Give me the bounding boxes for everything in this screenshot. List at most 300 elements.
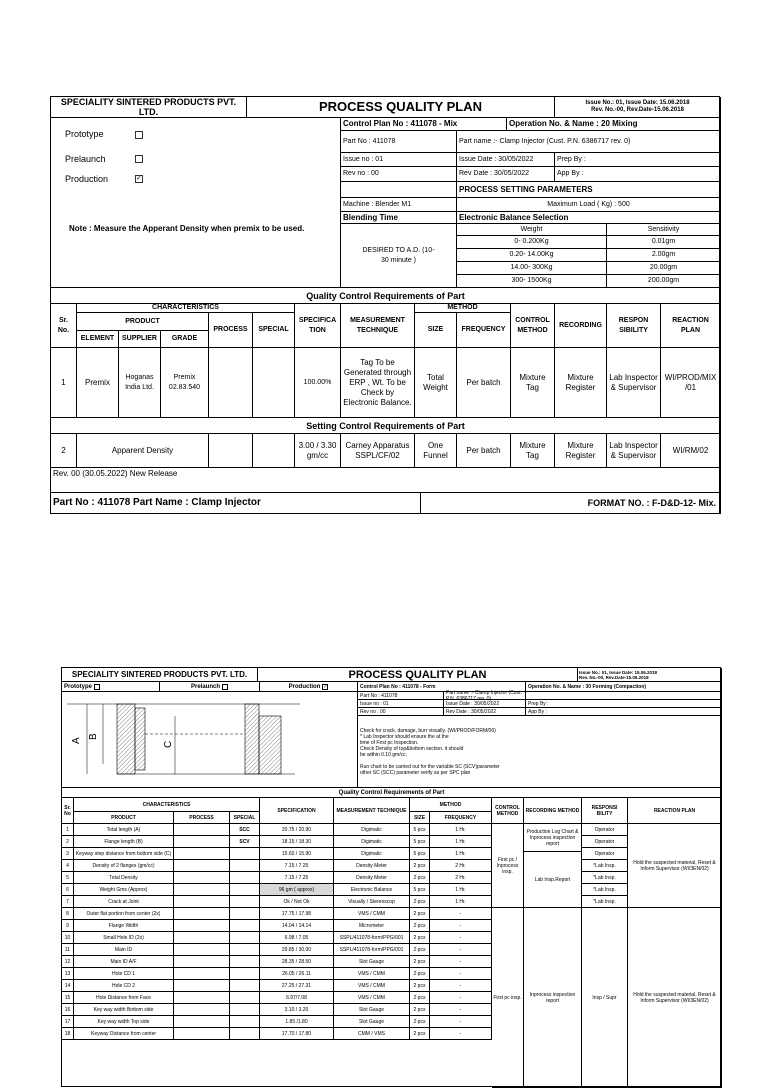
table-cell-product: Keyway step distance from bottom side (C) xyxy=(74,848,174,860)
table-cell-process xyxy=(174,1004,230,1016)
table-cell-product: Weight Gms (Approx) xyxy=(74,884,174,896)
table-cell-freq: 2 Hr. xyxy=(430,860,492,872)
table-cell-process xyxy=(174,848,230,860)
apparent-density-note: Note : Measure the Apperant Density when premix to be used. xyxy=(69,224,305,233)
weight-header: Weight xyxy=(457,224,607,236)
table-cell-freq: 1 Hr. xyxy=(430,848,492,860)
table-cell-freq: - xyxy=(430,956,492,968)
table-cell-spec: 96 gm ( approx) xyxy=(260,884,334,896)
row2-spec: 3.00 / 3.30 gm/cc xyxy=(295,434,341,468)
table-cell-product: Hole CD 1 xyxy=(74,968,174,980)
issue-line2: Rev. No.-00, Rev.Date-15.06.2018 xyxy=(591,107,684,113)
part-no: Part No : 411078 xyxy=(358,692,444,700)
table-cell-special xyxy=(230,992,260,1004)
table-cell-product: Density of 2 flanges (gm/cc) xyxy=(74,860,174,872)
table-cell-size: 2 pcs xyxy=(410,860,430,872)
table-cell-size: 5 pcs xyxy=(410,848,430,860)
row1-frequency: Per batch xyxy=(457,348,511,418)
issue-no: Issue no : 01 xyxy=(341,153,457,167)
table-cell-freq: - xyxy=(430,920,492,932)
note-line: Run chart to be carried out for the variable SC (SCV)parameter xyxy=(360,763,500,770)
table-cell-freq: - xyxy=(430,968,492,980)
row1-special xyxy=(253,348,295,418)
table-cell-process xyxy=(174,956,230,968)
table-cell-meas: Micrometer xyxy=(334,920,410,932)
table-cell-product: Key way width Top side xyxy=(74,1016,174,1028)
table-cell-freq: 1 Hr. xyxy=(430,896,492,908)
table-cell-sr: 12 xyxy=(62,956,74,968)
col-element: ELEMENT xyxy=(77,331,119,348)
table-cell-spec: 27.25 / 27.31 xyxy=(260,980,334,992)
control-plan-no: Control Plan No : 411078 - Mix xyxy=(341,118,507,131)
issue-date: Issue Date : 30/05/2022 xyxy=(444,700,526,708)
table-cell-process xyxy=(174,992,230,1004)
table-cell-spec: 14.04 / 14.14 xyxy=(260,920,334,932)
table-cell-meas: Digimatic xyxy=(334,848,410,860)
table-cell-process xyxy=(174,1016,230,1028)
sensitivity-value: 200.00gm xyxy=(607,275,721,288)
table-cell-size: 2 pcs xyxy=(410,932,430,944)
table-cell-size: 2 pcs xyxy=(410,1004,430,1016)
table-cell-size: 2 pcs xyxy=(410,920,430,932)
col-specification: SPECIFICA TION xyxy=(295,304,341,348)
table-cell-responsibility: *Lab Insp. xyxy=(582,860,628,872)
prelaunch-label xyxy=(160,682,260,692)
sensitivity-value: 20.00gm xyxy=(607,262,721,275)
table-cell-special xyxy=(230,908,260,920)
table-cell-sr: 1 xyxy=(62,824,74,836)
table-cell-special xyxy=(230,1016,260,1028)
col-grade: GRADE xyxy=(161,331,209,348)
table-cell-responsibility: *Lab Insp. xyxy=(582,896,628,908)
table-cell-spec: 17.70 / 17.80 xyxy=(260,1028,334,1040)
row1-control: Mixture Tag xyxy=(511,348,555,418)
table-cell-special xyxy=(230,956,260,968)
rev-date: Rev Date : 30/05/2022 xyxy=(457,167,555,182)
row2-measurement: Carney Apparatus SSPL/CF/02 xyxy=(341,434,415,468)
table-cell-freq: - xyxy=(430,932,492,944)
rev-no: Rev no : 00 xyxy=(341,167,457,182)
table-cell-spec: 20.75 / 20.90 xyxy=(260,824,334,836)
col-control-method: CONTROL METHOD xyxy=(492,798,524,824)
table-cell-sr: 11 xyxy=(62,944,74,956)
table-cell-meas: SSPL/411078-form/PPG/001 xyxy=(334,944,410,956)
row1-reaction: WI/PROD/MIX /01 xyxy=(661,348,721,418)
blending-time: Blending Time xyxy=(341,212,457,224)
row2-characteristic: Apparent Density xyxy=(77,434,209,468)
table-cell-process xyxy=(174,944,230,956)
table-cell-spec: 6.98 / 7.05 xyxy=(260,932,334,944)
table-cell-spec: 28.35 / 28.50 xyxy=(260,956,334,968)
col-process: PROCESS xyxy=(209,313,253,348)
responsibility-group-b: Insp / Supr xyxy=(582,908,628,1088)
table-cell-special xyxy=(230,1028,260,1040)
table-cell-special xyxy=(230,944,260,956)
table-cell-responsibility: Operator xyxy=(582,836,628,848)
prototype-text: Prototype xyxy=(64,683,93,690)
col-specification: SPECIFICATION xyxy=(260,798,334,824)
table-cell-sr: 18 xyxy=(62,1028,74,1040)
balance-selection: Electronic Balance Selection xyxy=(457,212,721,224)
table-cell-process xyxy=(174,1028,230,1040)
issue-no: Issue no : 01 xyxy=(358,700,444,708)
setting-requirements-title: Setting Control Requirements of Part xyxy=(51,418,721,434)
weight-range: 0- 0.200Kg xyxy=(457,236,607,249)
table-cell-special xyxy=(230,920,260,932)
table-cell-spec: 6.97/7.08 xyxy=(260,992,334,1004)
col-reaction-plan: REACTION PLAN xyxy=(628,798,722,824)
col-supplier: SUPPLIER xyxy=(119,331,161,348)
col-responsibility: RESPONSI BILITY xyxy=(582,798,628,824)
note-line: * Lab Inspector should ensure the at the xyxy=(360,733,449,740)
col-recording: RECORDING xyxy=(555,304,607,348)
issue-date: Issue Date : 30/05/2022 xyxy=(457,153,555,167)
table-cell-sr: 8 xyxy=(62,908,74,920)
part-name: Part name :- Clamp Injector (Cust. P.N. 6386717 rev. 0) xyxy=(444,692,526,700)
col-product: PRODUCT xyxy=(74,812,174,824)
col-measurement: MEASUREMENT TECHNIQUE xyxy=(334,798,410,824)
table-cell-responsibility: *Lab Insp. xyxy=(582,872,628,884)
col-frequency: FREQUENCY xyxy=(457,313,511,348)
company-name: SPECIALITY SINTERED PRODUCTS PVT. LTD. xyxy=(51,97,247,118)
table-cell-size: 5 pcs xyxy=(410,836,430,848)
table-cell-process xyxy=(174,884,230,896)
col-responsibility: RESPON SIBILITY xyxy=(607,304,661,348)
sheet2-grid xyxy=(61,667,721,1087)
row2-recording: Mixture Register xyxy=(555,434,607,468)
document-title: PROCESS QUALITY PLAN xyxy=(247,97,555,118)
footer-format-no: FORMAT NO. : F-D&D-12- Mix. xyxy=(421,493,721,514)
table-cell-product: Small Hole ID (2x) xyxy=(74,932,174,944)
table-cell-sr: 7 xyxy=(62,896,74,908)
table-cell-size: 2 pcs xyxy=(410,908,430,920)
part-name-cont xyxy=(526,692,722,700)
recording-group-a1: Production Log Chart & Inprocess inspection report xyxy=(524,824,582,852)
prototype-checkbox[interactable] xyxy=(94,684,100,690)
col-special: SPECIAL xyxy=(230,812,260,824)
company-name: SPECIALITY SINTERED PRODUCTS PVT. LTD. xyxy=(62,668,258,682)
prototype-label xyxy=(62,682,160,692)
table-cell-special xyxy=(230,872,260,884)
app-by: App By : xyxy=(526,708,722,716)
table-cell-spec: Ok / Not Ok xyxy=(260,896,334,908)
row2-special xyxy=(253,434,295,468)
table-cell-sr: 9 xyxy=(62,920,74,932)
table-cell-process xyxy=(174,968,230,980)
sensitivity-value: 2.00gm xyxy=(607,249,721,262)
row1-recording: Mixture Register xyxy=(555,348,607,418)
table-cell-sr: 4 xyxy=(62,860,74,872)
table-cell-meas: SSPL/411078-form/PPG/001 xyxy=(334,932,410,944)
issue-info xyxy=(555,97,721,118)
table-cell-size: 2 pcs xyxy=(410,944,430,956)
prototype-checkbox[interactable] xyxy=(135,131,143,139)
table-cell-size: 2 pcs xyxy=(410,896,430,908)
table-cell-size: 2 pcs xyxy=(410,992,430,1004)
table-cell-product: Outer flat portion from center (2x) xyxy=(74,908,174,920)
col-sr-no: Sr. No. xyxy=(51,304,77,348)
table-cell-spec: 18.15 / 18.30 xyxy=(260,836,334,848)
desired-ad-line1: DESIRED TO A.D. (10- xyxy=(362,246,435,254)
weight-range: 300- 1500Kg xyxy=(457,275,607,288)
table-cell-responsibility: Operator xyxy=(582,848,628,860)
table-cell-special xyxy=(230,932,260,944)
table-cell-spec: 1.85 /1.80 xyxy=(260,1016,334,1028)
table-cell-size: 2 pcs xyxy=(410,872,430,884)
table-cell-meas: Electronic Balance xyxy=(334,884,410,896)
drawing-panel xyxy=(62,692,358,788)
prep-by: Prep By : xyxy=(526,700,722,708)
table-cell-meas: Slot Gauge xyxy=(334,1016,410,1028)
table-cell-spec: 7.15 / 7.25 xyxy=(260,872,334,884)
reaction-group-a: Hold the suspected material, Reset & Inform Supervisor (WI/3EN/02) xyxy=(628,824,722,908)
table-cell-freq: - xyxy=(430,944,492,956)
table-cell-product: Total length (A) xyxy=(74,824,174,836)
desired-ad-line2: 30 minute ) xyxy=(380,256,417,264)
row1-process xyxy=(209,348,253,418)
row2-size: One Funnel xyxy=(415,434,457,468)
process-setting-title: PROCESS SETTING PARAMETERS xyxy=(457,182,721,198)
table-cell-freq: - xyxy=(430,980,492,992)
table-cell-size: 2 pcs xyxy=(410,1016,430,1028)
row2-process xyxy=(209,434,253,468)
table-cell-sr: 10 xyxy=(62,932,74,944)
table-cell-responsibility: Operator xyxy=(582,824,628,836)
col-characteristics: CHARACTERISTICS xyxy=(77,304,295,313)
prelaunch-text: Prelaunch xyxy=(190,683,220,690)
table-cell-sr: 6 xyxy=(62,884,74,896)
note-line: be within 0.10 gm/cc. xyxy=(360,751,407,758)
table-cell-meas: Visually / Stereoscop xyxy=(334,896,410,908)
table-cell-freq: 1 Hr. xyxy=(430,836,492,848)
table-cell-special xyxy=(230,980,260,992)
note-line: Check Density of top&bottom section. it should xyxy=(360,745,464,752)
rev-date: Rev Date : 30/05/2022 xyxy=(444,708,526,716)
stage-prototype-label: Prototype xyxy=(65,129,104,139)
prep-by: Prep By : xyxy=(555,153,721,167)
issue-line1: Issue No.: 01, Issue Date: 15.06.2018 xyxy=(585,100,690,106)
col-size: SIZE xyxy=(415,313,457,348)
note-line: Check for crack, damage, burr visually. (WI/PROD/FORM/06) xyxy=(360,727,496,734)
table-cell-product: Flange Width xyxy=(74,920,174,932)
machine: Machine : Blender M1 xyxy=(341,198,457,212)
production-checkbox[interactable]: ✓ xyxy=(136,175,142,182)
col-recording-method: RECORDING METHOD xyxy=(524,798,582,824)
table-cell-special xyxy=(230,968,260,980)
part-name: Part name :- Clamp Injector (Cust. P.N. 6386717 rev. 0) xyxy=(457,131,721,153)
table-cell-special xyxy=(230,860,260,872)
row1-responsibility: Lab Inspector & Supervisor xyxy=(607,348,661,418)
reaction-group-b: Hold the suspected material, Reset & Inform Supervisor (WI/3EN/02) xyxy=(628,908,722,1088)
table-cell-responsibility: *Lab Insp. xyxy=(582,884,628,896)
row1-measurement: Tag To be Generated through ERP , Wt. To be Check by Electronic Balance. xyxy=(341,348,415,418)
table-cell-size: 2 pcs xyxy=(410,1028,430,1040)
document-title: PROCESS QUALITY PLAN xyxy=(258,668,578,682)
sheet1-grid xyxy=(50,96,720,514)
recording-group-a2: Lab Insp.Report xyxy=(524,852,582,908)
table-cell-meas: VMS / CMM xyxy=(334,980,410,992)
table-cell-freq: 1 Hr. xyxy=(430,884,492,896)
table-cell-freq: - xyxy=(430,1028,492,1040)
dim-a-label: A xyxy=(70,736,82,744)
table-cell-freq: - xyxy=(430,908,492,920)
row1-element: Premix xyxy=(77,348,119,418)
table-cell-special xyxy=(230,884,260,896)
control-method-group-a: First pc / Inprocess insp. xyxy=(492,824,524,908)
table-cell-spec: 3.10 / 3.20 xyxy=(260,1004,334,1016)
table-cell-freq: - xyxy=(430,992,492,1004)
table-cell-meas: VMS / CMM xyxy=(334,908,410,920)
table-cell-sr: 13 xyxy=(62,968,74,980)
part-drawing xyxy=(65,694,355,786)
prelaunch-checkbox[interactable] xyxy=(222,684,228,690)
recording-group-b: Inprocess inspection report xyxy=(524,908,582,1088)
table-cell-meas: Digimatic xyxy=(334,824,410,836)
table-cell-process xyxy=(174,980,230,992)
table-cell-meas: Density Meter xyxy=(334,860,410,872)
table-cell-meas: Slot Gauge xyxy=(334,956,410,968)
dim-c-label: C xyxy=(162,740,174,748)
row1-spec: 100.00% xyxy=(295,348,341,418)
table-cell-process xyxy=(174,908,230,920)
table-cell-sr: 16 xyxy=(62,1004,74,1016)
table-cell-spec: 26.05 / 26.11 xyxy=(260,968,334,980)
table-cell-sr: 14 xyxy=(62,980,74,992)
table-cell-process xyxy=(174,932,230,944)
row2-reaction: WI/RM/02 xyxy=(661,434,721,468)
col-process: PROCESS xyxy=(174,812,230,824)
operation-name: Operation No. & Name : 20 Mixing xyxy=(507,118,721,131)
table-cell-product: Keyway Distance from center xyxy=(74,1028,174,1040)
table-cell-product: Flange length (B) xyxy=(74,836,174,848)
table-cell-process xyxy=(174,860,230,872)
operation-name: Operation No. & Name : 30 Forming (Compaction) xyxy=(526,682,722,692)
stage-panel xyxy=(51,118,341,288)
table-cell-sr: 15 xyxy=(62,992,74,1004)
table-cell-freq: - xyxy=(430,1016,492,1028)
table-cell-spec: 15.60 / 15.90 xyxy=(260,848,334,860)
table-cell-special xyxy=(230,1004,260,1016)
table-cell-sr: 17 xyxy=(62,1016,74,1028)
table-cell-spec: 29.85 / 30.00 xyxy=(260,944,334,956)
table-cell-meas: Slot Gauge xyxy=(334,1004,410,1016)
table-cell-spec: 17.75 / 17.98 xyxy=(260,908,334,920)
row2-control: Mixture Tag xyxy=(511,434,555,468)
stage-production-label: Production xyxy=(65,174,109,184)
table-cell-sr: 3 xyxy=(62,848,74,860)
issue-line1: Issue No.: 01, Issue Date: 15.06.2018 xyxy=(579,669,658,675)
col-product: PRODUCT xyxy=(77,313,209,331)
table-cell-size: 5 pcs xyxy=(410,884,430,896)
desired-ad xyxy=(341,224,457,288)
table-cell-size: 2 pcs xyxy=(410,956,430,968)
process-quality-plan-mix xyxy=(50,96,720,514)
production-label xyxy=(260,682,358,692)
table-cell-size: 2 pcs xyxy=(410,980,430,992)
col-control-method: CONTROL METHOD xyxy=(511,304,555,348)
table-cell-freq: 1 Hr. xyxy=(430,824,492,836)
table-cell-meas: Density Meter xyxy=(334,872,410,884)
table-cell-sr: 5 xyxy=(62,872,74,884)
weight-range: 14.00- 300Kg xyxy=(457,262,607,275)
max-load: Maximum Load ( Kg) : 500 xyxy=(457,198,721,212)
col-measurement: MEASUREMENT TECHNIQUE xyxy=(341,304,415,348)
col-reaction-plan: REACTION PLAN xyxy=(661,304,721,348)
row2-sr: 2 xyxy=(51,434,77,468)
table-cell-process xyxy=(174,896,230,908)
inspection-notes xyxy=(358,716,722,788)
note-line: other SC (SCC) parameter verify as per SPC plan xyxy=(360,769,471,776)
col-sr-no: Sr. No xyxy=(62,798,74,824)
table-cell-product: Main ID A/F xyxy=(74,956,174,968)
table-cell-product: Crack at Joint xyxy=(74,896,174,908)
row1-size: Total Weight xyxy=(415,348,457,418)
table-cell-product: Main ID xyxy=(74,944,174,956)
table-cell-process xyxy=(174,920,230,932)
row2-responsibility: Lab Inspector & Supervisor xyxy=(607,434,661,468)
table-cell-process xyxy=(174,872,230,884)
part-no: Part No : 411078 xyxy=(341,131,457,153)
col-size: SIZE xyxy=(410,812,430,824)
table-cell-meas: VMS / CMM xyxy=(334,992,410,1004)
dim-b-label: B xyxy=(87,732,99,740)
table-cell-special: SCV xyxy=(230,836,260,848)
table-cell-process xyxy=(174,824,230,836)
table-cell-freq: - xyxy=(430,1004,492,1016)
production-text: Production xyxy=(288,683,321,690)
col-frequency: FREQUENCY xyxy=(430,812,492,824)
app-by: App By : xyxy=(555,167,721,182)
production-checkbox[interactable]: ✓ xyxy=(323,683,328,690)
row2-frequency: Per batch xyxy=(457,434,511,468)
row1-sr: 1 xyxy=(51,348,77,418)
col-special: SPECIAL xyxy=(253,313,295,348)
table-cell-freq: 2 Hr. xyxy=(430,872,492,884)
revision-note: Rev. 00 (30.05.2022) New Release xyxy=(51,468,721,493)
table-cell-meas: Digimatic xyxy=(334,836,410,848)
note-line: time of First pc Inspection. xyxy=(360,739,419,746)
sensitivity-header: Sensitivity xyxy=(607,224,721,236)
table-cell-sr: 2 xyxy=(62,836,74,848)
control-plan-no: Control Plan No : 411078 - Form xyxy=(358,682,526,692)
table-cell-meas: VMS / CMM xyxy=(334,968,410,980)
table-cell-special xyxy=(230,896,260,908)
footer-part-info: Part No : 411078 Part Name : Clamp Injector xyxy=(51,493,421,514)
prelaunch-checkbox[interactable] xyxy=(135,155,143,163)
col-method: METHOD xyxy=(410,798,492,812)
table-cell-product: Total Density xyxy=(74,872,174,884)
table-cell-meas: CMM / VMS xyxy=(334,1028,410,1040)
issue-line2: Rev. No.-00, Rev.Date-15.06.2018 xyxy=(579,674,649,680)
issue-info xyxy=(578,668,722,682)
col-characteristics: CHARACTERISTICS xyxy=(74,798,260,812)
table-cell-process xyxy=(174,836,230,848)
rev-no: Rev no : 00 xyxy=(358,708,444,716)
process-quality-plan-form xyxy=(61,667,721,1037)
control-method-group-b: First pc insp. xyxy=(492,908,524,1088)
table-cell-product: Key way width Bottom side xyxy=(74,1004,174,1016)
weight-range: 0.20- 14.00Kg xyxy=(457,249,607,262)
stage-prelaunch-label: Prelaunch xyxy=(65,154,106,164)
row1-supplier: Hoganas India Ltd. xyxy=(119,348,161,418)
qc-requirements-title: Quality Control Requirements of Part xyxy=(62,788,722,798)
table-cell-special: SCC xyxy=(230,824,260,836)
table-cell-product: Hole CD 2 xyxy=(74,980,174,992)
table-cell-size: 2 pcs xyxy=(410,968,430,980)
table-cell-spec: 7.15 / 7.25 xyxy=(260,860,334,872)
qc-requirements-title: Quality Control Requirements of Part xyxy=(51,288,721,304)
sensitivity-value: 0.01gm xyxy=(607,236,721,249)
